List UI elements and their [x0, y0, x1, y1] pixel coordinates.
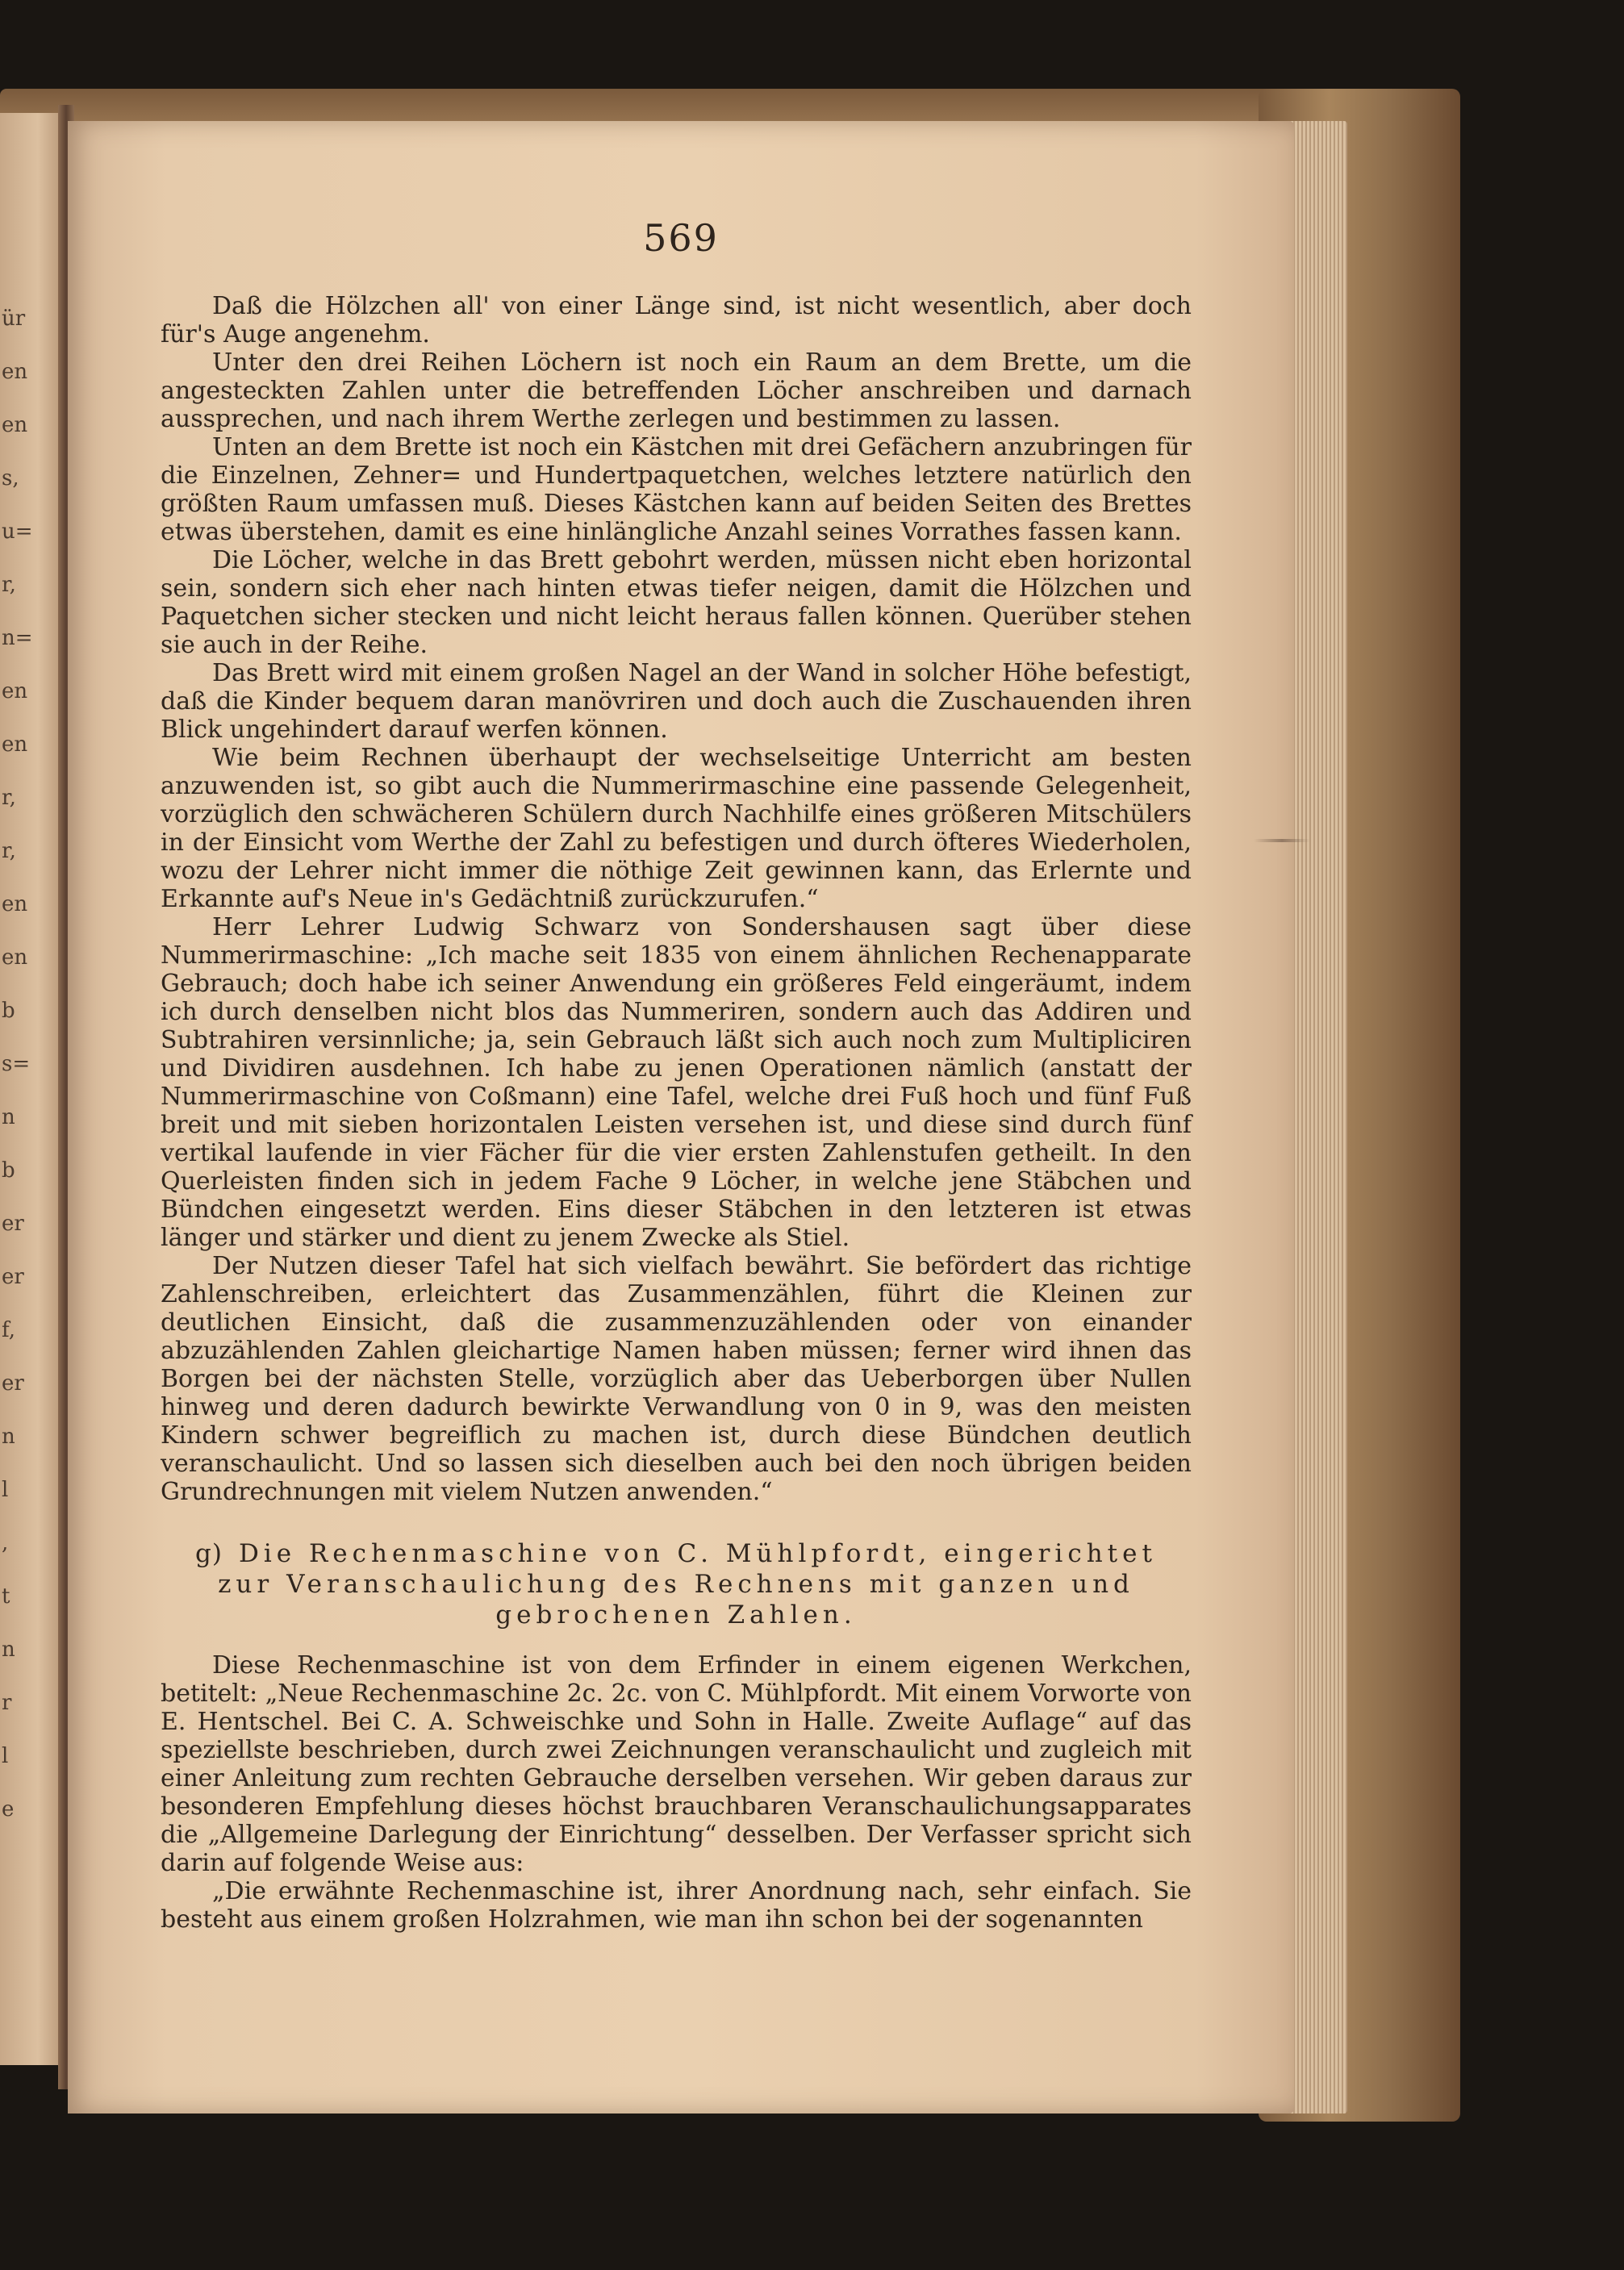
left-page-fragment: r,: [2, 839, 16, 863]
paragraph: Der Nutzen dieser Tafel hat sich vielfach bewährt. Sie befördert das richtige Zahlenschreiben, erleichtert das Zusammenzählen, führt die Kleinen zur deutlichen Einsicht, daß die zusammenzuzählenden oder von einander abzuzählenden Zahlen gleichartige Namen haben müssen; ferner wird ihnen das Borgen bei der nächsten Stelle, vorzüglich aber das Ueberborgen über Nullen hinweg und deren dadurch bewirkte Verwandlung von 0 in 9, was den meisten Kindern schwer begreiflich zu machen ist, durch diese Bündchen deutlich veranschaulicht. Und so lassen sich dieselben auch bei den noch übrigen beiden Grundrechnungen mit vielem Nutzen anwenden.“: [161, 1252, 1192, 1506]
paragraph: Wie beim Rechnen überhaupt der wechselseitige Unterricht am besten anzuwenden ist, so gibt auch die Nummerirmaschine eine passende Gelegenheit, vorzüglich den schwächeren Schülern durch Nachhilfe eines größeren Mitschülers in der Einsicht vom Werthe der Zahl zu befestigen und durch öfteres Wiederholen, wozu der Lehrer nicht immer die nöthige Zeit gewinnen kann, das Erlernte und Erkannte auf's Neue in's Gedächtniß zurückzurufen.“: [161, 744, 1192, 913]
paragraph: Diese Rechenmaschine ist von dem Erfinder in einem eigenen Werkchen, betitelt: „Neue Rechenmaschine 2c. 2c. von C. Mühlpfordt. Mit einem Vorworte von E. Hentschel. Bei C. A. Schweischke und Sohn in Halle. Zweite Auflage“ auf das speziellste beschrieben, durch zwei Zeichnungen veranschaulicht und zugleich mit einer Anleitung zum rechten Gebrauche derselben versehen. Wir geben daraus zur besonderen Empfehlung dieses höchst brauchbaren Veranschaulichungsapparates die „Allgemeine Darlegung der Einrichtung“ desselben. Der Verfasser spricht sich darin auf folgende Weise aus:: [161, 1651, 1192, 1877]
left-page-fragment: n: [2, 1638, 15, 1662]
left-page-fragment: l: [2, 1478, 9, 1502]
page-number: 569: [643, 216, 719, 260]
section-heading: [161, 1538, 1192, 1630]
left-page-fragment: n: [2, 1425, 15, 1449]
left-page-fragment: b: [2, 999, 15, 1023]
section-label: g): [195, 1539, 223, 1568]
paragraph: Unter den drei Reihen Löchern ist noch ein Raum an dem Brette, um die angesteckten Zahlen unter die betreffenden Löcher anschreiben und darnach aussprechen, und nach ihrem Werthe zerlegen und bestimmen zu lassen.: [161, 348, 1192, 433]
left-page-fragment: en: [2, 945, 28, 970]
paragraph: Unten an dem Brette ist noch ein Kästchen mit drei Gefächern anzubringen für die Einzelnen, Zehner= und Hundertpaquetchen, welches letztere natürlich den größten Raum umfassen muß. Dieses Kästchen kann auf beiden Seiten des Brettes etwas überstehen, damit es eine hinlängliche Anzahl seines Vorrathes fassen kann.: [161, 433, 1192, 546]
left-page-fragment: s,: [2, 466, 19, 490]
section-heading-line-1: [161, 1538, 1192, 1569]
left-page-fragment: en: [2, 732, 28, 757]
book-page: [68, 121, 1294, 2114]
left-page-fragment: l: [2, 1744, 9, 1768]
section-heading-line-2: zur Veranschaulichung des Rechnens mit ganzen und: [218, 1570, 1134, 1599]
left-page-fragment: n: [2, 1105, 15, 1129]
paragraph-group-1: [161, 292, 1192, 1506]
left-page-fragment: ,: [2, 1531, 9, 1555]
paragraph: Das Brett wird mit einem großen Nagel an der Wand in solcher Höhe befestigt, daß die Kinder bequem daran manövriren und doch auch die Zuschauenden ihren Blick ungehindert darauf werfen können.: [161, 659, 1192, 744]
left-page-text-fragments: [0, 113, 63, 2065]
left-page-fragment: er: [2, 1212, 24, 1236]
left-page-fragment: r: [2, 1691, 12, 1715]
section-title-1: Die Rechenmaschine von C. Mühlpfordt, eingerichtet: [239, 1539, 1157, 1568]
left-facing-page: [0, 113, 63, 2065]
paragraph: Die Löcher, welche in das Brett gebohrt werden, müssen nicht eben horizontal sein, sondern sich eher nach hinten etwas tiefer neigen, damit die Hölzchen und Paquetchen sicher stecken und nicht leicht heraus fallen können. Querüber stehen sie auch in der Reihe.: [161, 546, 1192, 659]
margin-pencil-mark: [1254, 839, 1310, 842]
left-page-fragment: en: [2, 360, 28, 384]
paragraph: „Die erwähnte Rechenmaschine ist, ihrer Anordnung nach, sehr einfach. Sie besteht aus einem großen Holzrahmen, wie man ihn schon bei der sogenannten: [161, 1877, 1192, 1934]
left-page-fragment: f,: [2, 1318, 15, 1342]
paragraph: Herr Lehrer Ludwig Schwarz von Sondershausen sagt über diese Nummerirmaschine: „Ich mache seit 1835 von einem ähnlichen Rechenapparate Gebrauch; doch habe ich seiner Anwendung ein größeres Feld eingeräumt, indem ich durch denselben nicht blos das Nummeriren, sondern auch das Addiren und Subtrahiren versinnliche; ja, sein Gebrauch läßt sich auch noch zum Multipliciren und Dividiren ausdehnen. Ich habe zu jenen Operationen nämlich (anstatt der Nummerirmaschine von Coßmann) eine Tafel, welche drei Fuß hoch und fünf Fuß breit und mit sieben horizontalen Leisten versehen ist, und diese sind durch fünf vertikal laufende in vier Fächer für die vier ersten Zahlenstufen getheilt. In den Querleisten finden sich in jedem Fache 9 Löcher, in welche jene Stäbchen und Bündchen eingesetzt werden. Eins dieser Stäbchen in den letzteren ist etwas länger und stärker und dient zu jenem Zwecke als Stiel.: [161, 913, 1192, 1252]
section-heading-line-3: gebrochenen Zahlen.: [495, 1600, 857, 1629]
left-page-fragment: en: [2, 413, 28, 437]
left-page-fragment: n=: [2, 626, 33, 650]
paragraph-group-2: [161, 1651, 1192, 1934]
left-page-fragment: en: [2, 892, 28, 916]
left-page-fragment: er: [2, 1371, 24, 1396]
left-page-fragment: b: [2, 1158, 15, 1183]
left-page-fragment: s=: [2, 1052, 31, 1076]
left-page-fragment: t: [2, 1584, 10, 1609]
left-page-fragment: en: [2, 679, 28, 703]
left-page-fragment: r,: [2, 573, 16, 597]
left-page-fragment: e: [2, 1797, 15, 1821]
page-body: [161, 292, 1192, 1934]
left-page-fragment: r,: [2, 786, 16, 810]
left-page-fragment: er: [2, 1265, 24, 1289]
paragraph: Daß die Hölzchen all' von einer Länge sind, ist nicht wesentlich, aber doch für's Auge angenehm.: [161, 292, 1192, 348]
left-page-fragment: u=: [2, 520, 33, 544]
left-page-fragment: ür: [2, 307, 26, 331]
